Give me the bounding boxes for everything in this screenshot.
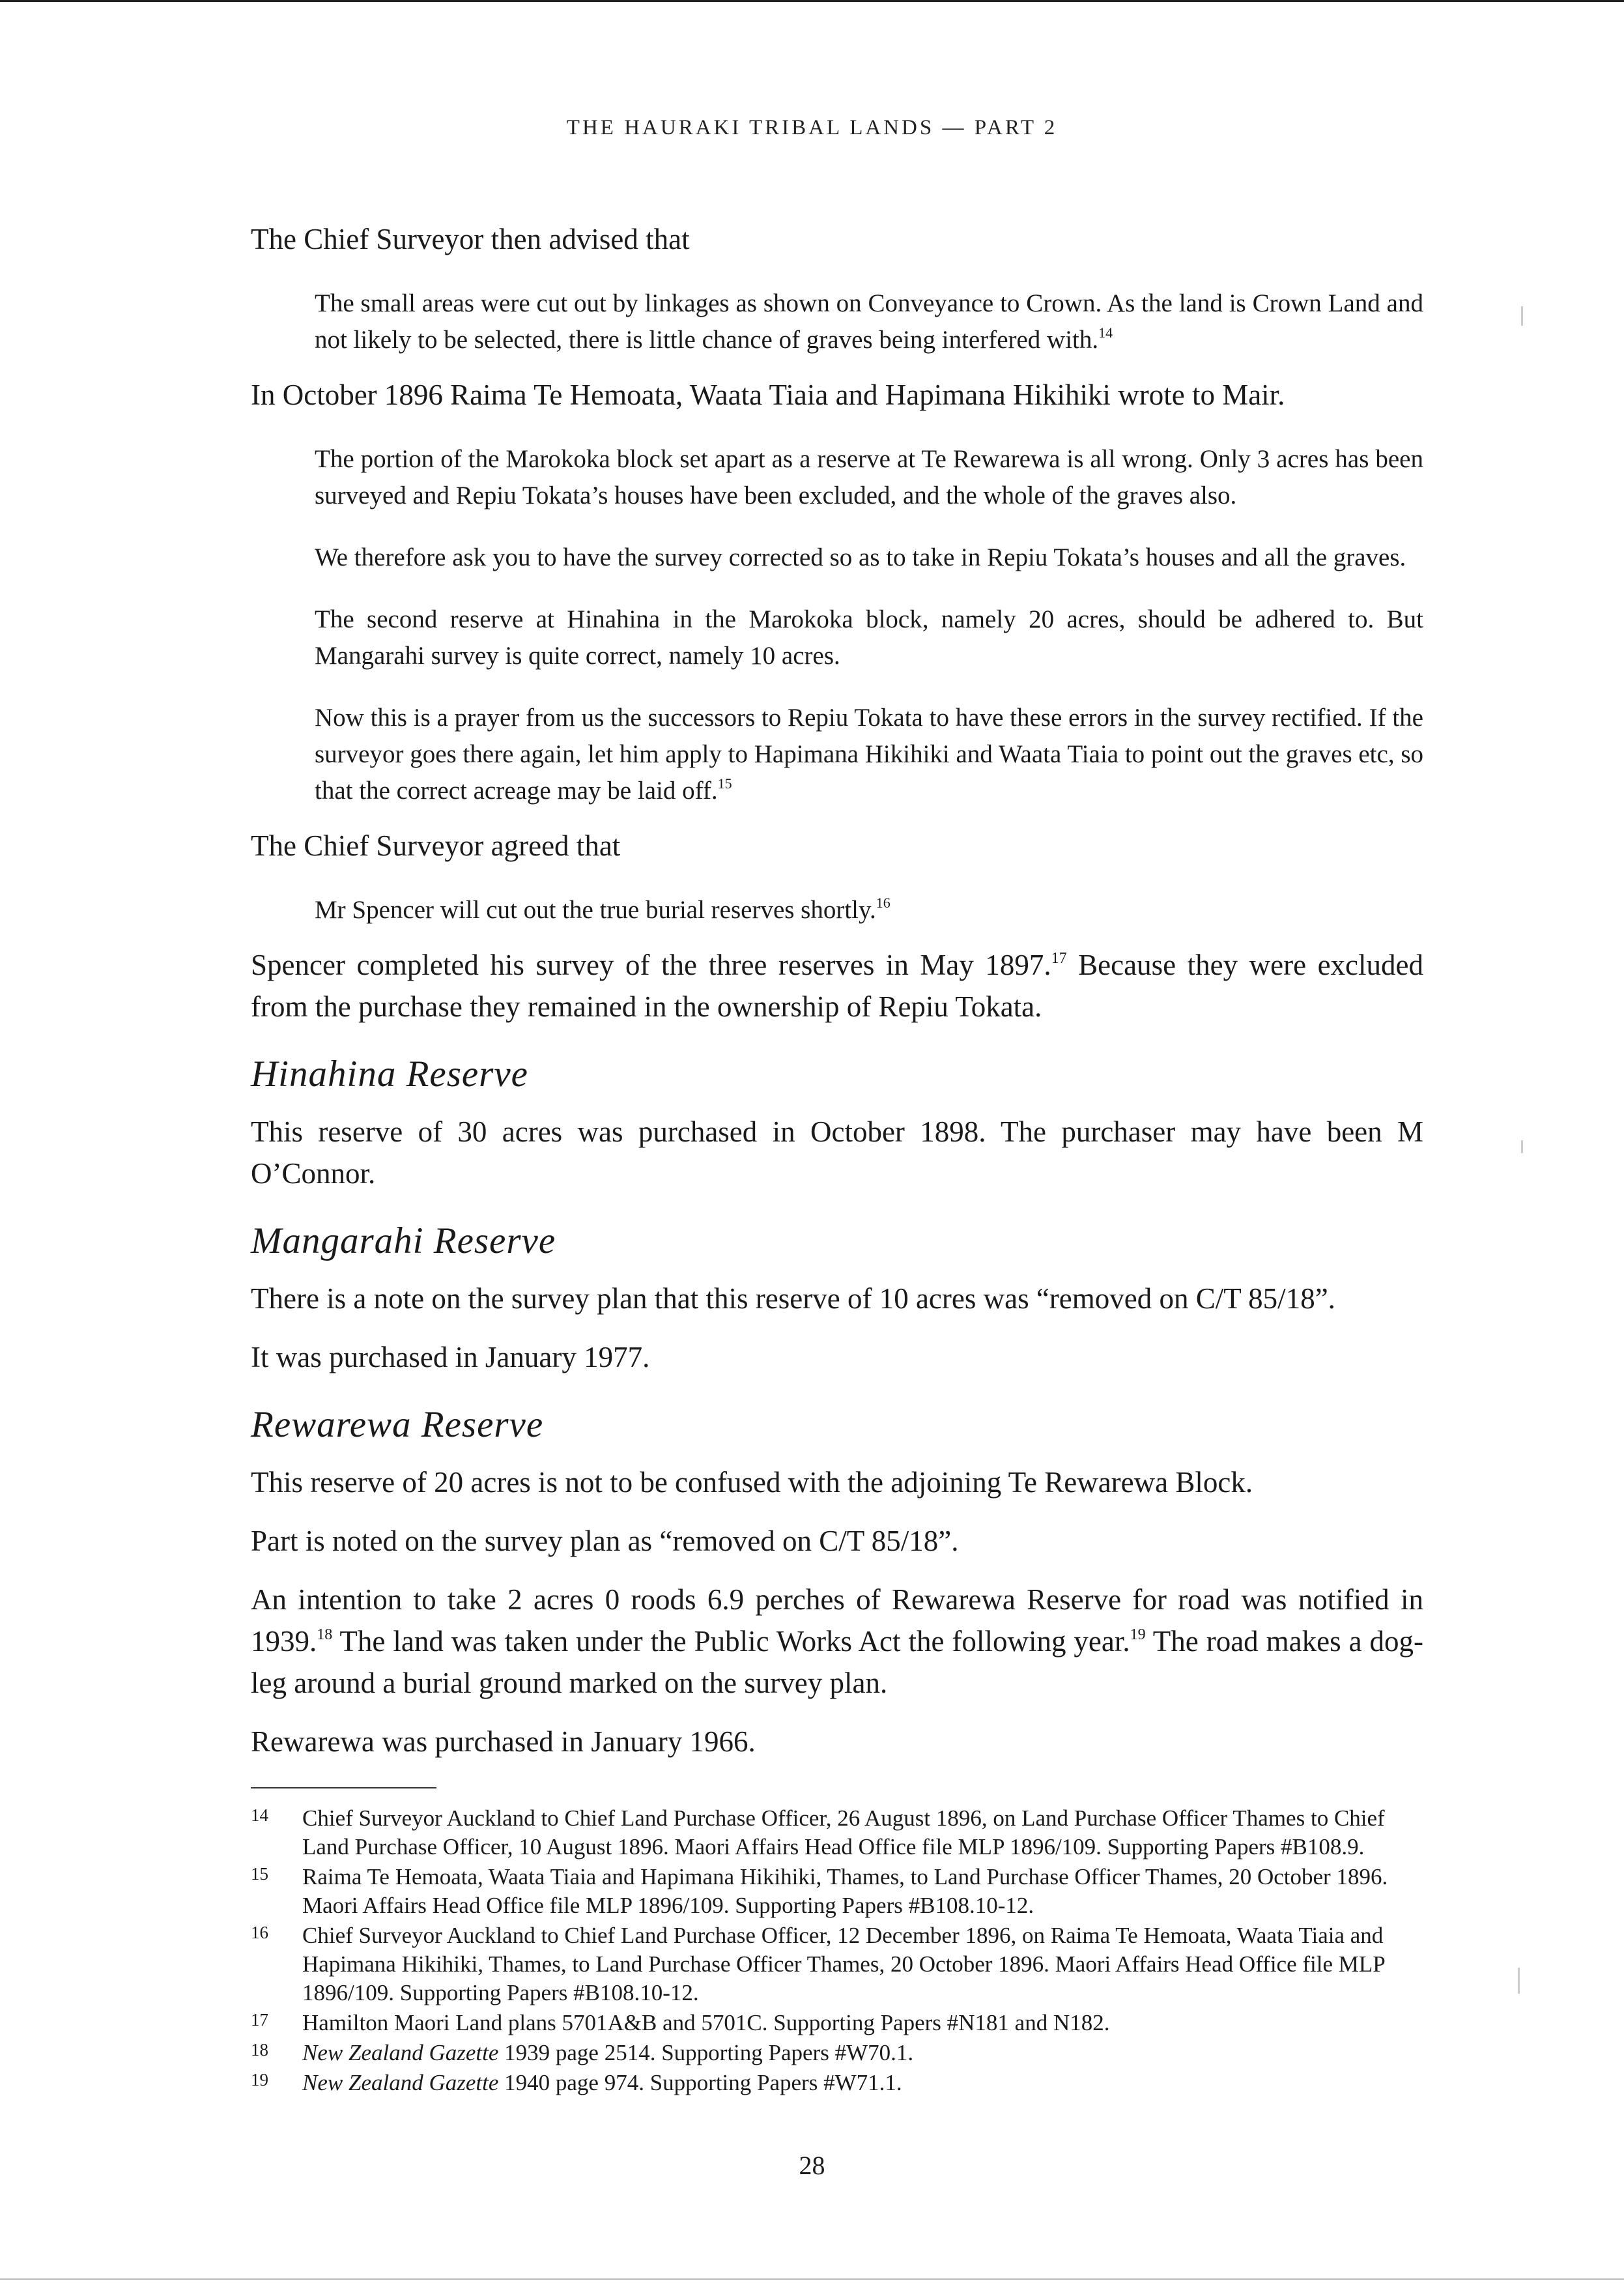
block-quote: The portion of the Marokoka block set apart as a reserve at Te Rewarewa is all wrong. Only 3 acres has been surveyed and Repiu Tokata’s houses have been excluded, and the whole of the graves also. <box>315 445 1423 510</box>
footnote-text: Chief Surveyor Auckland to Chief Land Purchase Officer, 26 August 1896, on Land Purchase Officer Thames to Chief Land Purchase Officer, 10 August 1896. Maori Affairs Head Office file MLP 1896/109. Supporting Papers #B108.9. <box>302 1805 1385 1859</box>
section-heading: Rewarewa Reserve <box>251 1404 544 1445</box>
publication-title: New Zealand Gazette <box>302 2070 499 2095</box>
footnote-text: Chief Surveyor Auckland to Chief Land Purchase Officer, 12 December 1896, on Raima Te Hemoata, Waata Tiaia and Hapimana Hikihiki, Thames, to Land Purchase Officer Thames, 20 October 1896. Maori Affairs Head Office file MLP 1896/109. Supporting Papers #B108.10-12. <box>302 1923 1385 2005</box>
block-quote: The small areas were cut out by linkages as shown on Conveyance to Crown. As the land is Crown Land and not likely to be selected, there is little chance of graves being interfered with.$^{14}$ <box>315 289 1423 354</box>
footnote-number: 16 <box>251 1923 268 1942</box>
footnote <box>251 2069 1423 2097</box>
paragraph: An intention to take 2 acres 0 roods 6.9 perches of Rewarewa Reserve for road was notified in 1939.18 The land was taken under the Public Works Act the following year.$^{19}$ The road makes a dog-leg around a burial ground marked on the survey plan. <box>251 1583 1424 1699</box>
block-quote: We therefore ask you to have the survey corrected so as to take in Repiu Tokata’s houses and all the graves. <box>315 543 1406 571</box>
paragraph: There is a note on the survey plan that this reserve of 10 acres was “removed on C/T 85/18”. <box>251 1282 1335 1315</box>
main-text <box>251 218 1423 2099</box>
footnote <box>251 1921 1423 2007</box>
page-number: 28 <box>799 2151 825 2180</box>
footnote <box>251 1863 1423 1920</box>
footnote-text: New Zealand Gazette 1940 page 974. Supporting Papers #W71.1. <box>302 2070 902 2095</box>
footnote-number: 14 <box>251 1805 268 1825</box>
paragraph: Rewarewa was purchased in January 1966. <box>251 1725 756 1758</box>
footnote-text: Hamilton Maori Land plans 5701A&B and 5701C. Supporting Papers #N181 and N182. <box>302 2010 1110 2035</box>
paragraph: The Chief Surveyor then advised that <box>251 223 690 255</box>
footnote <box>251 1804 1423 1861</box>
scan-edge-top <box>0 0 1624 2</box>
footnotes <box>251 1804 1423 2097</box>
section-heading: Mangarahi Reserve <box>251 1220 556 1261</box>
block-quote: Mr Spencer will cut out the true burial reserves shortly.$^{16}$ <box>315 895 890 924</box>
paragraph: This reserve of 30 acres was purchased in October 1898. The purchaser may have been M O’Connor. <box>251 1115 1423 1190</box>
paragraph: This reserve of 20 acres is not to be confused with the adjoining Te Rewarewa Block. <box>251 1466 1253 1499</box>
footnote-number: 15 <box>251 1864 268 1884</box>
footnote-text: New Zealand Gazette 1939 page 2514. Supporting Papers #W70.1. <box>302 2040 914 2065</box>
footnote-ref[interactable]: 19 <box>1130 1626 1146 1643</box>
scan-mark <box>1518 1968 1520 1994</box>
footnote-ref[interactable]: 15 <box>717 775 732 792</box>
footnote-number: 19 <box>251 2070 268 2089</box>
footnote-number: 18 <box>251 2040 268 2060</box>
scan-mark <box>1521 1140 1523 1153</box>
footnote-ref[interactable]: 16 <box>876 895 890 911</box>
scan-mark <box>1521 306 1523 326</box>
block-quote: The second reserve at Hinahina in the Marokoka block, namely 20 acres, should be adhered to. But Mangarahi survey is quite correct, namely 10 acres. <box>315 605 1423 670</box>
paragraph: In October 1896 Raima Te Hemoata, Waata Tiaia and Hapimana Hikihiki wrote to Mair. <box>251 379 1285 411</box>
paragraph: Part is noted on the survey plan as “removed on C/T 85/18”. <box>251 1525 959 1557</box>
block-quote: Now this is a prayer from us the successors to Repiu Tokata to have these errors in the survey rectified. If the surveyor goes there again, let him apply to Hapimana Hikihiki and Waata Tiaia to point out the graves etc, so that the correct acreage may be laid off.$^{15}$ <box>315 704 1424 805</box>
footnote-number: 17 <box>251 2010 268 2030</box>
paragraph: Spencer completed his survey of the three reserves in May 1897.17 Because they were excluded from the purchase they remained in the ownership of Repiu Tokata. <box>251 949 1423 1023</box>
footnote-ref[interactable]: 14 <box>1098 324 1113 341</box>
running-head: THE HAURAKI TRIBAL LANDS — PART 2 <box>566 116 1058 139</box>
footnote-divider <box>251 1787 436 1788</box>
footnote-ref[interactable]: 18 <box>317 1626 333 1643</box>
section-heading: Hinahina Reserve <box>251 1054 528 1095</box>
publication-title: New Zealand Gazette <box>302 2040 499 2065</box>
scan-edge-bottom <box>0 2278 1624 2280</box>
footnote-text: Raima Te Hemoata, Waata Tiaia and Hapimana Hikihiki, Thames, to Land Purchase Officer Thames, 20 October 1896. Maori Affairs Head Office file MLP 1896/109. Supporting Papers #B108.10-12. <box>302 1864 1388 1918</box>
footnote <box>251 2009 1423 2037</box>
footnote-ref[interactable]: 17 <box>1051 950 1067 967</box>
paragraph: It was purchased in January 1977. <box>251 1341 650 1373</box>
footnote <box>251 2039 1423 2067</box>
paragraph: The Chief Surveyor agreed that <box>251 829 621 862</box>
